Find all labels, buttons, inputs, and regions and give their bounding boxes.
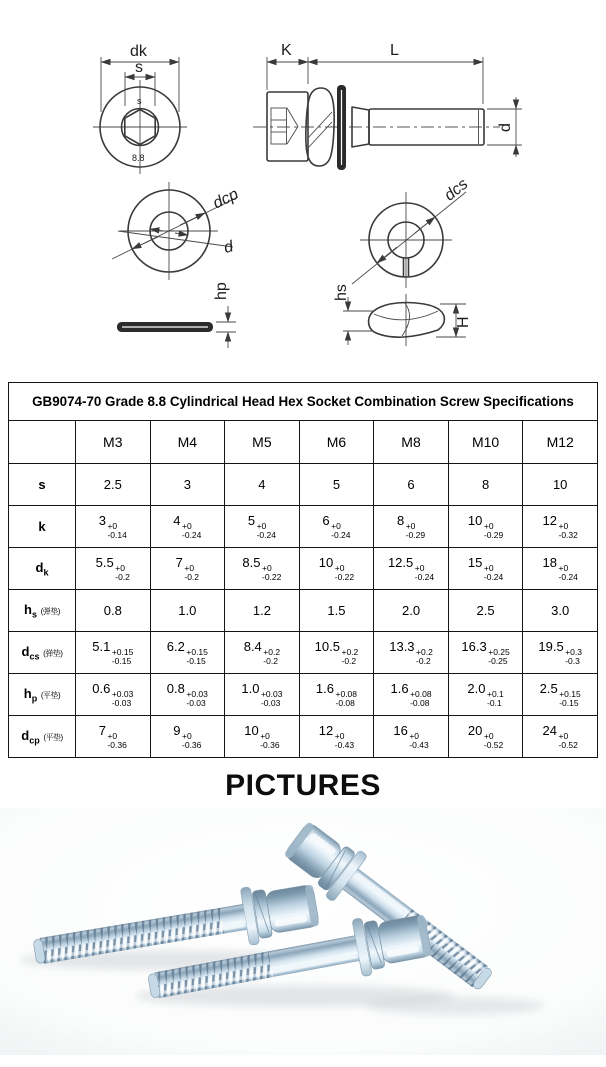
spring-washer-side-view: [333, 284, 472, 346]
spring-washer-top-view: [352, 176, 471, 288]
spec-cell: 6 +0 -0.24: [299, 506, 374, 548]
spec-cell: 0.8 +0.03 -0.03: [150, 674, 225, 716]
spec-cell: 20 +0 -0.52: [448, 716, 523, 758]
spec-cell: 3.0: [523, 590, 598, 632]
spec-cell: 12.5 +0 -0.24: [374, 548, 449, 590]
table-header-row: [9, 421, 598, 464]
pictures-heading: PICTURES: [225, 769, 381, 802]
table-row: [9, 632, 598, 674]
row-label: k: [9, 506, 76, 548]
col-header: M4: [150, 421, 225, 464]
spec-rows: [9, 464, 598, 758]
dim-label-hp: hp: [213, 282, 230, 300]
spec-cell: 6: [374, 464, 449, 506]
spec-cell: 5 +0 -0.24: [225, 506, 300, 548]
col-header: M6: [299, 421, 374, 464]
dim-label-dcp: dcp: [210, 185, 242, 213]
spec-cell: 7 +0 -0.2: [150, 548, 225, 590]
spec-cell: 2.5: [76, 464, 151, 506]
spec-cell: 16.3 +0.25 -0.25: [448, 632, 523, 674]
spec-cell: 0.6 +0.03 -0.03: [76, 674, 151, 716]
corner-cell: [9, 421, 76, 464]
spec-cell: 12 +0 -0.32: [523, 506, 598, 548]
spec-cell: 6.2 +0.15 -0.15: [150, 632, 225, 674]
table-row: [9, 590, 598, 632]
dim-label-s: s: [135, 59, 143, 76]
spec-cell: 10.5 +0.2 -0.2: [299, 632, 374, 674]
col-header: M10: [448, 421, 523, 464]
spec-cell: 10: [523, 464, 598, 506]
table-row: [9, 464, 598, 506]
row-label: s: [9, 464, 76, 506]
spec-cell: 9 +0 -0.36: [150, 716, 225, 758]
spec-cell: 1.6 +0.08 -0.08: [374, 674, 449, 716]
product-photo: [0, 808, 606, 1055]
spec-cell: 1.0: [150, 590, 225, 632]
dim-label-K: K: [281, 42, 292, 59]
row-label: $h_p$ (平垫): [9, 674, 76, 716]
dim-label-hs: hs: [333, 284, 350, 301]
dim-label-H: H: [455, 316, 472, 328]
spec-cell: 8.5 +0 -0.22: [225, 548, 300, 590]
col-header: M12: [523, 421, 598, 464]
table-title-row: [9, 383, 598, 421]
row-label: $d_{cp}$ (平垫): [9, 716, 76, 758]
spec-cell: 18 +0 -0.24: [523, 548, 598, 590]
socket-mark-s: s: [137, 96, 142, 106]
spec-cell: 15 +0 -0.24: [448, 548, 523, 590]
spec-cell: 5.1 +0.15 -0.15: [76, 632, 151, 674]
flat-washer-top-view: [112, 182, 241, 280]
table-row: [9, 548, 598, 590]
row-label: $d_{cs}$ (弹垫): [9, 632, 76, 674]
spec-cell: 8 +0 -0.29: [374, 506, 449, 548]
spec-cell: 2.5: [448, 590, 523, 632]
spec-cell: 8.4 +0.2 -0.2: [225, 632, 300, 674]
spec-cell: 1.6 +0.08 -0.08: [299, 674, 374, 716]
dim-label-d-inner: d: [222, 238, 235, 257]
table-row: [9, 506, 598, 548]
spec-cell: 3: [150, 464, 225, 506]
spec-cell: 8: [448, 464, 523, 506]
col-header: M3: [76, 421, 151, 464]
spec-cell: 10 +0 -0.29: [448, 506, 523, 548]
row-label: $h_s$ (弹垫): [9, 590, 76, 632]
table-row: [9, 716, 598, 758]
spec-cell: 5.5 +0 -0.2: [76, 548, 151, 590]
spec-cell: 24 +0 -0.52: [523, 716, 598, 758]
spec-cell: 10 +0 -0.22: [299, 548, 374, 590]
row-label: $d_k$: [9, 548, 76, 590]
spec-cell: 1.2: [225, 590, 300, 632]
spec-cell: 5: [299, 464, 374, 506]
technical-drawing: [0, 0, 606, 378]
spec-cell: 13.3 +0.2 -0.2: [374, 632, 449, 674]
spec-cell: 10 +0 -0.36: [225, 716, 300, 758]
spec-cell: 2.5 +0.15 -0.15: [523, 674, 598, 716]
spec-cell: 1.5: [299, 590, 374, 632]
dim-label-dk: dk: [130, 43, 147, 60]
flat-washer-side-view: [117, 282, 236, 348]
dim-label-dcs: dcs: [441, 175, 472, 205]
spec-cell: 1.0 +0.03 -0.03: [225, 674, 300, 716]
grade-mark: 8.8: [132, 153, 145, 163]
spec-cell: 2.0: [374, 590, 449, 632]
spec-table: [8, 382, 598, 758]
spec-cell: 16 +0 -0.43: [374, 716, 449, 758]
screw-side-view: [253, 42, 522, 170]
dim-label-L: L: [390, 42, 399, 59]
spec-cell: 19.5 +0.3 -0.3: [523, 632, 598, 674]
table-row: [9, 674, 598, 716]
spec-cell: 3 +0 -0.14: [76, 506, 151, 548]
col-header: M8: [374, 421, 449, 464]
spec-cell: 7 +0 -0.36: [76, 716, 151, 758]
spec-cell: 2.0 +0.1 -0.1: [448, 674, 523, 716]
spec-cell: 0.8: [76, 590, 151, 632]
dim-label-d: d: [497, 123, 514, 132]
col-header: M5: [225, 421, 300, 464]
table-title: GB9074-70 Grade 8.8 Cylindrical Head Hex Socket Combination Screw Specifications: [9, 383, 598, 421]
spec-cell: 12 +0 -0.43: [299, 716, 374, 758]
head-top-view: [93, 43, 187, 174]
spec-cell: 4 +0 -0.24: [150, 506, 225, 548]
spec-cell: 4: [225, 464, 300, 506]
